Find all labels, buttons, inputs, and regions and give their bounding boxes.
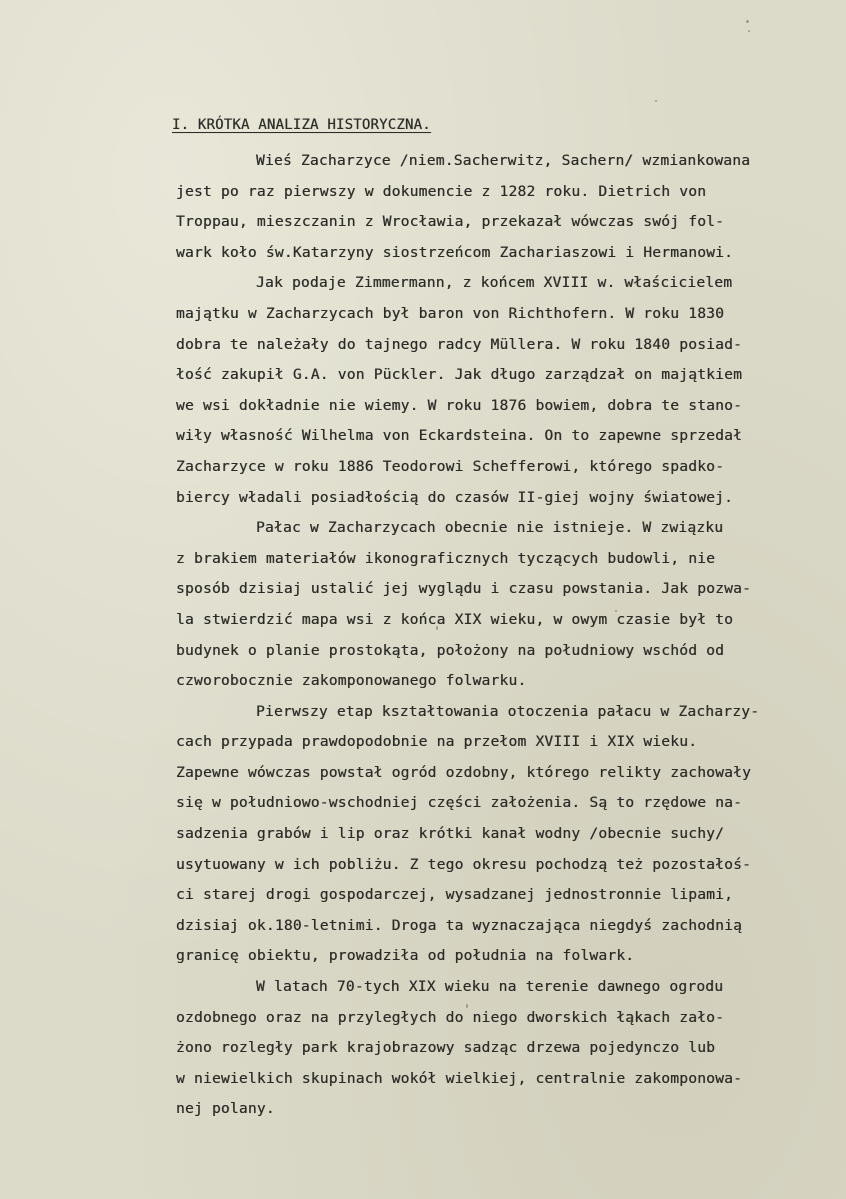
text-line: budynek o planie prostokąta, położony na południowy wschód od <box>176 641 725 659</box>
text-line: nej polany. <box>176 1100 275 1118</box>
text-line: Wieś Zacharzyce /niem.Sacherwitz, Sachern/ wzmiankowana <box>256 152 751 169</box>
text-line: jest po raz pierwszy w dokumencie z 1282 roku. Dietrich von <box>176 182 707 200</box>
text-line: ozdobnego oraz na przyległych do niego dworskich łąkach zało- <box>176 1008 725 1026</box>
text-line: wiły własność Wilhelma von Eckardsteina. On to zapewne sprzedał <box>176 427 743 445</box>
text-line: wark koło św.Katarzyny siostrzeńcom Zachariaszowi i Hermanowi. <box>176 243 734 261</box>
text-line: W latach 70-tych XIX wieku na terenie dawnego ogrodu <box>256 978 724 996</box>
text-line: Zapewne wówczas powstał ogród ozdobny, którego relikty zachowały <box>176 763 752 781</box>
text-line: granicę obiektu, prowadziła od południa na folwark. <box>176 947 635 965</box>
paper-speck <box>655 100 657 102</box>
text-line: Pałac w Zacharzycach obecnie nie istnieje. W związku <box>256 519 724 537</box>
text-line: usytuowany w ich pobliżu. Z tego okresu pochodzą też pozostałoś- <box>176 855 752 873</box>
text-line: majątku w Zacharzycach był baron von Richthofern. W roku 1830 <box>176 304 725 322</box>
document-heading: I. KRÓTKA ANALIZA HISTORYCZNA. <box>172 117 431 133</box>
text-line: cach przypada prawdopodobnie na przełom XVIII i XIX wieku. <box>176 733 698 751</box>
text-line: z brakiem materiałów ikonograficznych tyczących budowli, nie <box>176 549 716 567</box>
text-line: sadzenia grabów i lip oraz krótki kanał wodny /obecnie suchy/ <box>176 825 725 843</box>
text-line: w niewielkich skupinach wokół wielkiej, centralnie zakomponowa- <box>176 1069 743 1087</box>
text-line: dzisiaj ok.180-letnimi. Droga ta wyznaczająca niegdyś zachodnią <box>176 916 743 934</box>
paper-speck <box>748 30 750 32</box>
text-line: we wsi dokładnie nie wiemy. W roku 1876 bowiem, dobra te stano- <box>176 396 743 414</box>
text-line: la stwierdzić mapa wsi z końca XIX wieku, w owym czasie był to <box>176 610 734 628</box>
text-line: Jak podaje Zimmermann, z końcem XVIII w. właścicielem <box>256 274 733 292</box>
document-body <box>176 146 836 1125</box>
text-line: ci starej drogi gospodarczej, wysadzanej jednostronnie lipami, <box>176 886 734 904</box>
text-line: się w południowo-wschodniej części założenia. Są to rzędowe na- <box>176 794 743 812</box>
text-line: Pierwszy etap kształtowania otoczenia pałacu w Zacharzy- <box>256 702 760 720</box>
text-line: sposób dzisiaj ustalić jej wyglądu i czasu powstania. Jak pozwa- <box>176 580 752 598</box>
text-line: czworobocznie zakomponowanego folwarku. <box>176 672 527 690</box>
text-line: Troppau, mieszczanin z Wrocławia, przekazał wówczas swój fol- <box>176 213 725 231</box>
text-line: łość zakupił G.A. von Pückler. Jak długo zarządzał on majątkiem <box>176 366 743 384</box>
text-line: biercy władali posiadłością do czasów II-giej wojny światowej. <box>176 488 734 506</box>
text-line: żono rozległy park krajobrazowy sadząc drzewa pojedynczo lub <box>176 1039 716 1057</box>
text-line: dobra te należały do tajnego radcy Müllera. W roku 1840 posiad- <box>176 335 743 353</box>
text-line: Zacharzyce w roku 1886 Teodorowi Schefferowi, którego spadko- <box>176 457 725 475</box>
paper-speck <box>746 20 749 23</box>
